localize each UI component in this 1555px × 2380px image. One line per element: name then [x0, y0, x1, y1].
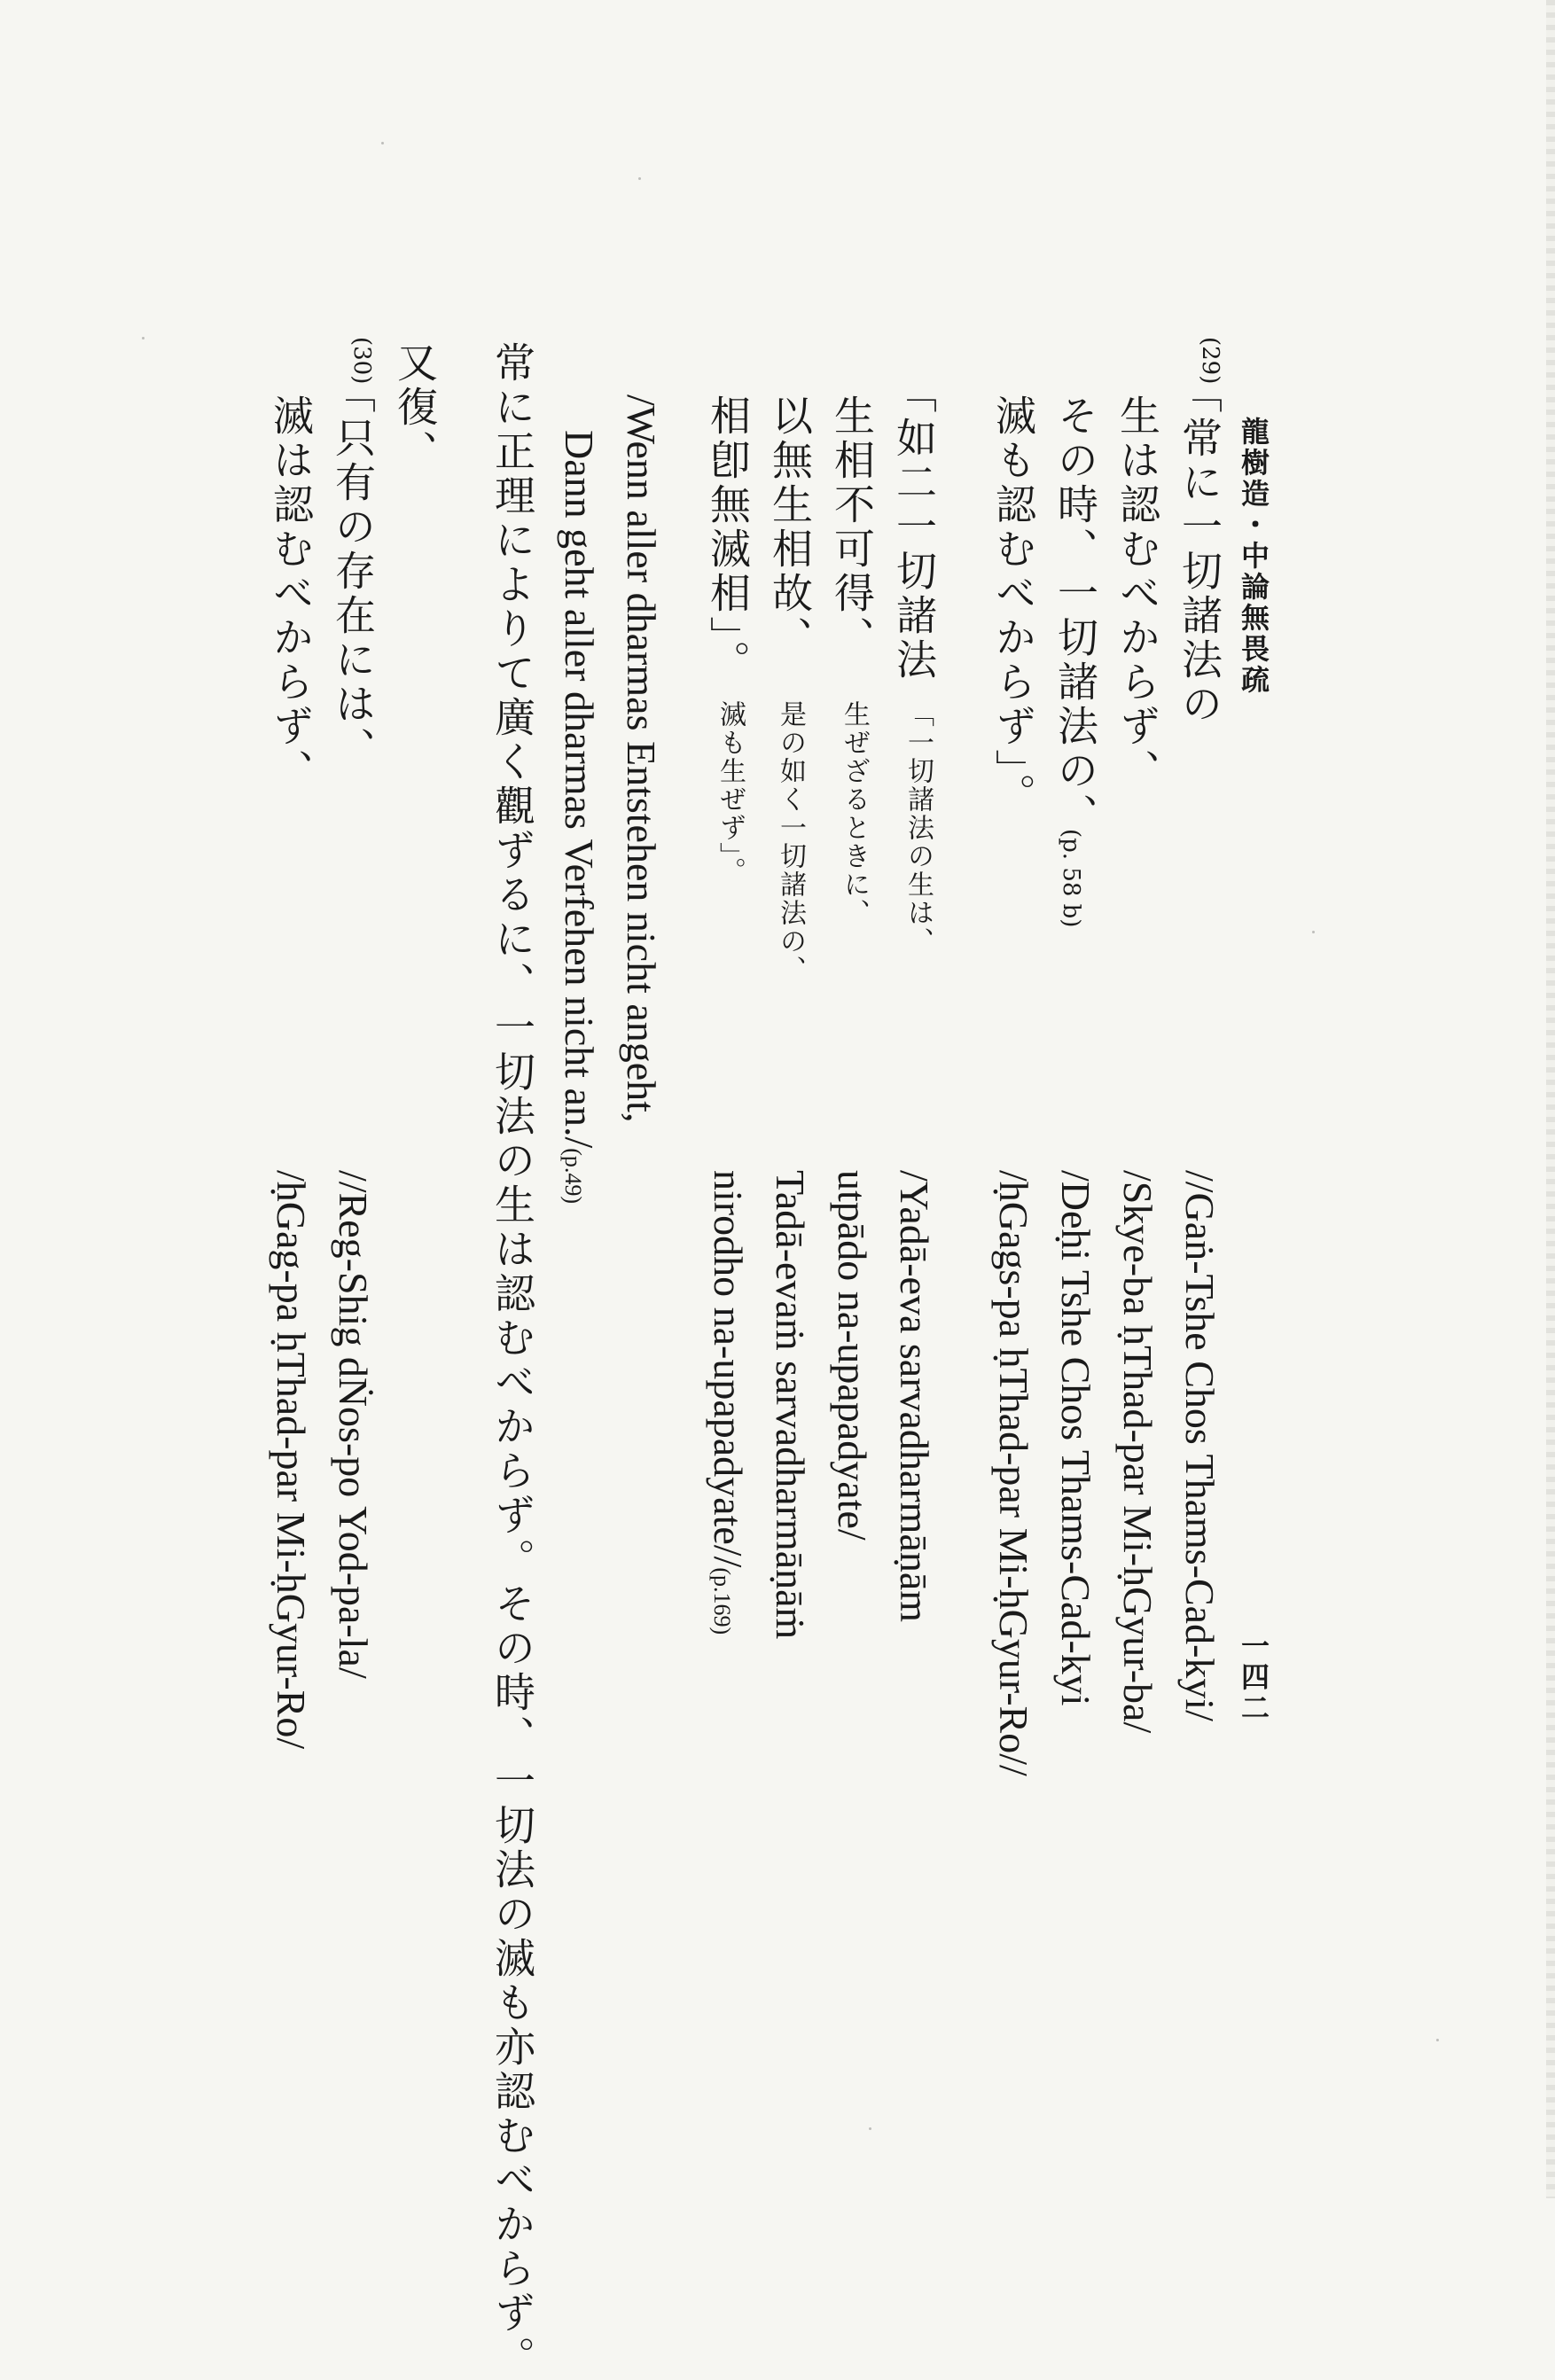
- sanskrit-page-ref: (p.169): [709, 1567, 735, 1635]
- chinese-gloss-4: 滅も生ぜず」。: [715, 700, 746, 886]
- german-line-2: [557, 430, 602, 1205]
- scan-speck: [381, 142, 384, 144]
- page-number: 一四二: [1237, 1631, 1270, 1724]
- sanskrit-line-2: utpādo na-upapadyate/: [830, 1170, 875, 1541]
- verse29-line-2: 生は認むべからず、: [1114, 394, 1161, 793]
- scan-speck: [638, 177, 641, 180]
- german-line-2-text: Dann geht aller dharmas Verfehen nicht an./: [557, 430, 602, 1149]
- verse29-line-3: その時、一切諸法の、: [1051, 394, 1099, 838]
- scan-edge: [1546, 0, 1555, 2198]
- transition-text: 又復、: [391, 341, 439, 474]
- german-page-ref: (p.49): [560, 1148, 586, 1205]
- scan-speck: [1312, 931, 1315, 933]
- verse-number-29: (29): [1197, 337, 1223, 385]
- verse29-tibetan-4: /ḥGags-pa ḥThad-par Mi-ḥGyur-Ro//: [991, 1170, 1036, 1776]
- verse29-line-4: 滅も認むべからず」。: [989, 394, 1037, 817]
- chinese-gloss-3: 是の如く一切諸法の、: [775, 700, 806, 984]
- sanskrit-line-4-text: nirodho na-upapadyate//: [706, 1170, 751, 1568]
- verse-number-30: (30): [348, 337, 375, 385]
- commentary-text: 常に正理によりて廣く觀ずるに、一切法の生は認むべからず。その時、一切法の滅も亦認むべからず。: [488, 341, 536, 2380]
- verse30-tibetan-1: //Reg-Shig dṄos-po Yod-pa-la/: [331, 1170, 376, 1679]
- chinese-line-2: 生相不可得、: [828, 394, 876, 660]
- verse29-page-ref: (p. 58 b): [1058, 829, 1084, 928]
- verse29-tibetan-1: //Gaṅ-Tshe Chos Thams-Cad-kyi/: [1177, 1170, 1223, 1721]
- verse30-line-1: 「只有の存在には、: [329, 372, 377, 771]
- verse29-tibetan-3: /Deḥi Tshe Chos Thams-Cad-kyi: [1053, 1170, 1098, 1706]
- chinese-gloss-2: 生ぜざるときに、: [839, 700, 870, 927]
- sanskrit-line-1: /Yadā-eva sarvadharmāṇām: [892, 1170, 937, 1623]
- sanskrit-line-3: Tadā-evaṁ sarvadharmāṇāṁ: [768, 1170, 813, 1640]
- sanskrit-line-4: [706, 1170, 751, 1635]
- verse29-tibetan-2: /Skye-ba ḥThad-par Mi-ḥGyur-ba/: [1115, 1170, 1160, 1734]
- chinese-line-1: 「如二一切諸法: [890, 372, 938, 683]
- running-title: 龍樹造・中論無畏疏: [1237, 417, 1270, 696]
- scan-speck: [142, 337, 145, 339]
- scan-speck: [869, 2127, 871, 2130]
- chinese-gloss-1: 「一切諸法の生は、: [903, 700, 934, 956]
- verse30-tibetan-2: /ḥGag-pa ḥThad-par Mi-ḥGyur-Ro/: [269, 1170, 314, 1750]
- german-line-1: /Wenn aller dharmas Entstehen nicht angeht,: [619, 394, 664, 1123]
- chinese-line-4: 相卽無滅相」。: [704, 394, 752, 684]
- scan-speck: [1436, 2039, 1439, 2041]
- verse30-line-2: 滅は認むべからず、: [267, 394, 315, 793]
- chinese-line-3: 以無生相故、: [766, 394, 814, 660]
- verse29-line-1: 「常に一切諸法の: [1176, 372, 1223, 727]
